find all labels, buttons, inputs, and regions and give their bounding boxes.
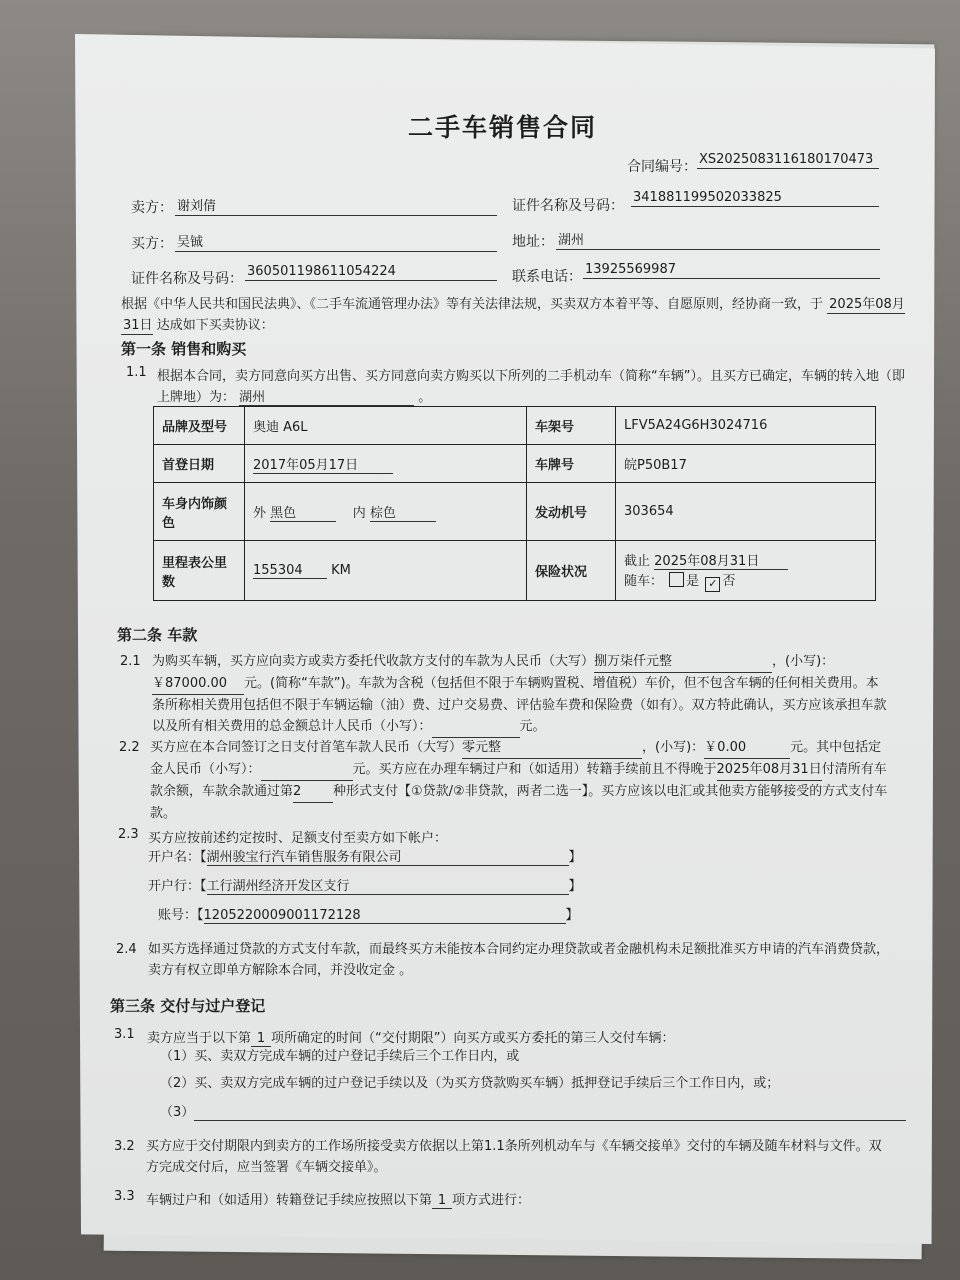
clause-3-1-number: 3.1 [114,1027,135,1042]
insurance-with-label: 随车： [624,573,664,589]
clause-3-3-part-a: 车辆过户和（如适用）转籍登记手续应按照以下第 [146,1193,433,1208]
clause-2-4-text: 如买方选择通过贷款的方式支付车款，而最终买方未能按本合同约定办理贷款或者金融机构未足额批准买方申请的汽车消费贷款，卖方有权立即单方解除本合同，并没收定金 。 [148,942,890,978]
bank-value: 工行湖州经济开发区支行 [207,875,569,895]
engine-value: 303654 [616,483,876,541]
exterior-color: 黑色 [270,502,336,522]
total-amount-blank [432,716,520,738]
bracket-right: 】 [568,850,582,865]
color-cell [245,483,527,541]
clause-2-4-number: 2.4 [116,942,137,957]
clause-3-1-part-a: 卖方应当于以下第 [147,1031,252,1046]
bracket-left: 【 [197,908,204,923]
preamble-text-line2 [121,314,274,335]
bracket-right: 】 [568,879,582,894]
insurance-cell [616,541,876,601]
clause-3-3-part-b: 项方式进行： [452,1193,531,1208]
delivery-option-3-label: （3） [160,1105,195,1120]
clause-2-3-text: 买方应按前述约定按时、足额支付至卖方如下帐户： [148,831,448,846]
checkbox-no-checked[interactable]: ✓ [705,577,720,592]
delivery-option-3 [160,1101,906,1121]
mileage-cell [245,541,527,601]
phone-label: 联系电话： [512,269,582,285]
color-label-line1: 车身内饰颜 [162,496,228,512]
delivery-option-2: （2）买、卖双方完成车辆的过户登记手续以及（为买方贷款购买车辆）抵押登记手续后三个工作日内，或； [160,1076,780,1091]
buyer-id-value: 360501198611054224 [245,264,497,281]
checkbox-yes[interactable] [669,572,684,587]
article-2-heading: 第二条 车款 [117,626,198,644]
first-payment-upper: 零元整 [462,737,642,759]
preamble-text [121,293,905,314]
buyer-label: 买方： [131,236,173,252]
reg-date-label: 首登日期 [154,445,245,483]
address-value: 湖州 [556,229,880,250]
transfer-place: 湖州 [239,386,414,406]
preamble-text-2: 达成如下买卖协议： [156,318,274,333]
bracket-right: 】 [565,908,579,923]
color-label [154,483,245,541]
clause-2-3-number: 2.3 [118,827,139,842]
clause-2-1-number: 2.1 [120,654,141,669]
clause-3-3-text [146,1189,530,1209]
brand-value: 奥迪 A6L [245,407,527,445]
bank-label: 开户行： [148,879,201,894]
article-3-heading: 第三条 交付与过户登记 [110,997,266,1015]
transfer-item: 1 [432,1193,452,1209]
clause-1-1-text-2: 上牌地）为： [157,390,236,405]
buyer-value: 吴铖 [175,231,497,252]
mileage-unit: KM [331,562,351,578]
table-row [154,407,876,445]
clause-1-1-number: 1.1 [126,365,147,380]
account-no-value: 1205220009001172128 [204,908,566,924]
clause-2-2-part-a: 买方应在本合同签订之日支付首笔车款人民币（大写） [150,740,463,755]
buyer-id-label: 证件名称及号码： [131,271,243,287]
clause-2-1-part-d: 元。 [519,719,546,734]
preamble-text-1: 根据《中华人民共和国民法典》、《二手车流通管理办法》等有关法律法规，买卖双方本着平等、自愿原则，经协商一致，于 [121,297,824,312]
bracket-left: 【 [200,850,207,865]
plate-label: 车牌号 [527,445,616,483]
clause-2-2-part-d: 元。买方应在办理车辆过户和（如适用）转籍手续前且不得晚于 [352,762,717,777]
reg-date-value: 2017年05月17日 [253,454,393,474]
no-label: 否 [722,573,736,589]
interior-label: 内 [352,505,366,521]
clause-2-1-part-c: 元。(简称“车款”)。车款为含税（包括但不限于车辆购置税、增值税）车价，但不包含车辆的任何相关费用。本条所称相关费用包括但不限于车辆运输（油）费、过户交易费、评估验车费和保险费（如有）。双方特此确认，买方应该承担车款以及所有相关费用的总金额总计人民币（小写）： [152,676,887,734]
delivery-option-3-blank [194,1105,906,1121]
reg-date-cell [245,445,527,483]
mileage-value: 155304 [253,563,327,579]
clause-2-2-part-c: 元。其中包括定金人民币（小写）： [150,740,882,777]
account-name-label: 开户名： [148,850,201,865]
table-row [154,445,876,483]
seller-value: 谢刘倩 [175,195,497,216]
clause-2-1-part-b: ，(小写)： [772,654,835,669]
preamble-date-1: 2025年08月 [827,293,905,314]
clause-3-2-text: 买方应于交付期限内到卖方的工作场所接受卖方依据以上第1.1条所列机动车与《车辆交接单》交付的车辆及随车材料与文件。双方完成交付后，应当签署《车辆交接单》。 [146,1139,882,1175]
account-name-row [148,846,582,866]
clause-3-3-number: 3.3 [114,1189,135,1204]
address-label: 地址： [512,234,554,250]
total-price-lower: ￥87000.00 [152,673,244,695]
delivery-item: 1 [251,1031,271,1047]
plate-value: 皖P50B17 [616,445,876,483]
mileage-label [154,541,245,601]
contract-no-value: XS2025083116180170473 [697,152,879,169]
table-row [154,541,876,601]
seller-id-value: 341881199502033825 [631,190,879,207]
vin-value: LFV5A24G6H3024716 [616,407,876,445]
bank-row [148,875,582,895]
payment-method: 2 [293,781,333,803]
brand-label: 品牌及型号 [154,407,245,445]
yes-label: 是 [686,573,700,589]
preamble-date-2: 31日 [121,314,153,335]
clause-1-1-end: 。 [418,390,432,405]
exterior-label: 外 [253,505,267,521]
clause-2-1-text [152,651,888,738]
account-name-value: 湖州骏宝行汽车销售服务有限公司 [207,846,569,866]
clause-1-1-text: 根据本合同，卖方同意向买方出售、买方同意向卖方购买以下所列的二手机动车（简称“车辆”）。且买方已确定，车辆的转入地（即 [157,369,905,384]
seller-id-label: 证件名称及号码： [512,198,624,214]
contract-no-label: 合同编号： [627,159,697,175]
clause-3-2-number: 3.2 [114,1139,135,1154]
mileage-label-line2: 数 [162,574,176,590]
interior-color: 棕色 [370,502,436,522]
seller-label: 卖方： [131,200,173,216]
insurance-label: 保险状况 [527,541,616,601]
account-no-label: 账号： [158,908,198,923]
delivery-option-1: （1）买、卖双方完成车辆的过户登记手续后三个工作日内，或 [160,1049,520,1064]
clause-2-2-text [150,737,888,824]
page-title: 二手车销售合同 [408,113,598,142]
insurance-until-date: 2025年08月31日 [654,550,788,570]
vin-label: 车架号 [527,407,616,445]
bracket-left: 【 [200,879,207,894]
clause-2-2-part-e: 付清所有车款余额，车款余款通过第 [150,762,887,799]
clause-3-1-text [147,1027,675,1047]
article-1-heading: 第一条 销售和购买 [121,340,247,358]
clause-2-2-part-f: 种形式支付【①贷款/②非贷款，两者二选一】。买方应该以电汇或其他卖方能够接受的方式支付车款。 [150,784,888,821]
insurance-until-label: 截止 [624,553,651,569]
table-row [154,483,876,541]
clause-1-1-line2 [157,386,431,406]
final-payment-date: 2025年08月31日 [717,759,822,781]
clause-2-2-part-b: ，(小写)： [642,740,705,755]
vehicle-info-table [153,406,876,601]
engine-label: 发动机号 [527,483,616,541]
clause-2-2-number: 2.2 [119,740,140,755]
color-label-line2: 色 [162,515,176,531]
mileage-label-line1: 里程表公里 [162,555,228,571]
deposit-blank [261,759,353,781]
clause-2-1-part-a: 为购买车辆，买方应向卖方或卖方委托代收款方支付的车款为人民币（大写） [152,654,595,669]
total-price-upper: 捌万柒仟元整 [594,651,772,673]
clause-3-1-part-b: 项所确定的时间（“交付期限”）向买方或买方委托的第三人交付车辆： [271,1031,675,1046]
first-payment-lower: ￥0.00 [704,737,790,759]
account-no-row [158,904,579,924]
phone-value: 13925569987 [583,262,880,279]
